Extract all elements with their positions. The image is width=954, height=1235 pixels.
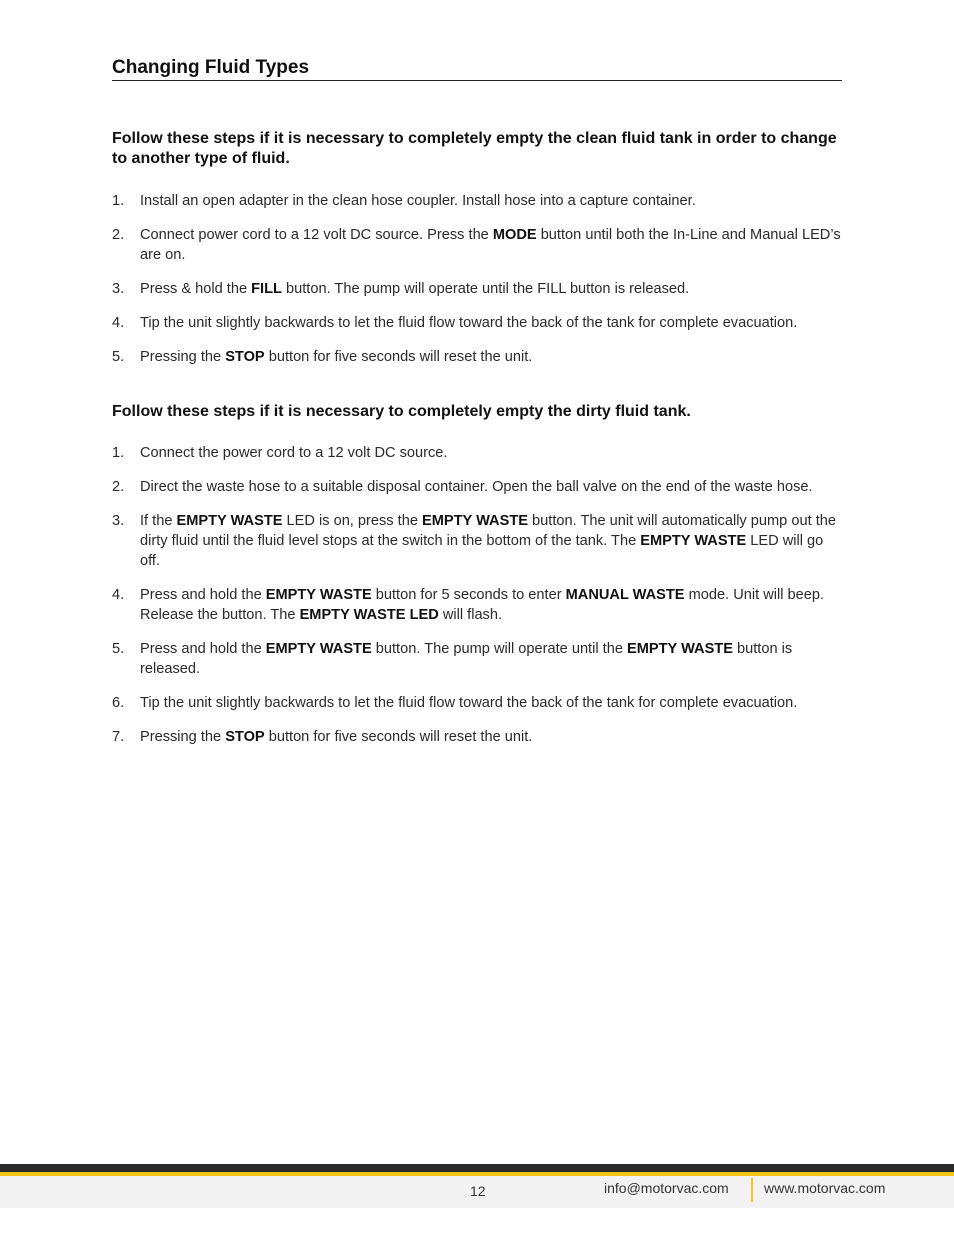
step-keyword: EMPTY WASTE [422,513,528,529]
step-number: 7. [112,729,125,745]
step-number: 3. [112,513,125,529]
step-text: button for 5 seconds to enter [371,587,566,603]
list-item [112,313,844,333]
step-text: button for five seconds will reset the unit. [264,349,533,365]
clean-tank-steps [112,191,844,381]
list-item [112,585,844,625]
step-text: Connect power cord to a 12 volt DC source. Press the [140,227,493,243]
step-keyword: MANUAL WASTE [565,587,685,603]
step-number: 4. [112,315,125,331]
footer-email-link[interactable]: info@motorvac.com [604,1180,729,1196]
step-number: 1. [112,445,125,461]
page-title: Changing Fluid Types [112,57,310,78]
step-keyword: EMPTY WASTE [176,513,283,529]
step-text: LED will go off. [140,533,824,569]
step-number: 2. [112,227,125,243]
step-keyword: EMPTY WASTE [265,587,372,603]
section-heading-dirty-tank: Follow these steps if it is necessary to completely empty the dirty fluid tank. [112,403,691,420]
list-item [112,639,844,679]
list-item [112,279,844,299]
step-number: 6. [112,695,125,711]
step-keyword: EMPTY WASTE [627,641,733,657]
step-keyword: EMPTY WASTE LED [299,607,439,623]
step-text: button for five seconds will reset the unit. [264,729,533,745]
step-number: 3. [112,281,125,297]
section-heading-clean-tank: Follow these steps if it is necessary to completely empty the clean fluid tank in order to change to another type of fluid. [112,130,837,167]
step-number: 5. [112,349,125,365]
step-text: button. The unit will automatically pump out the dirty fluid until the fluid level stops at the switch in the bottom of the tank. The [140,513,836,549]
step-text: button. The pump will operate until the [371,641,627,657]
step-text: mode. Unit will beep. Release the button. The [140,587,825,623]
footer-website-link[interactable]: www.motorvac.com [764,1180,886,1196]
step-text: Tip the unit slightly backwards to let the fluid flow toward the back of the tank for complete evacuation. [140,315,798,331]
step-number: 4. [112,587,125,603]
step-text: If the [140,513,177,529]
step-text: button is released. [140,641,793,677]
list-item [112,693,844,713]
step-number: 5. [112,641,125,657]
footer-divider [751,1178,753,1202]
page-number: 12 [470,1183,486,1199]
list-item [112,347,844,367]
step-keyword: STOP [225,349,265,365]
list-item [112,225,844,265]
step-text: Press & hold the [140,281,252,297]
step-text: Press and hold the [140,587,266,603]
step-text: Connect the power cord to a 12 volt DC source. [140,445,448,461]
list-item [112,727,844,747]
step-text: Direct the waste hose to a suitable disposal container. Open the ball valve on the end of the waste hose. [140,479,813,495]
step-text: button. The pump will operate until the FILL button is released. [281,281,690,297]
step-keyword: STOP [225,729,265,745]
step-text: Tip the unit slightly backwards to let the fluid flow toward the back of the tank for complete evacuation. [140,695,798,711]
footer-dark-band [0,1164,954,1172]
step-text: Press and hold the [140,641,266,657]
step-text: button until both the In-Line and Manual LED’s are on. [140,227,841,263]
list-item [112,477,844,497]
step-keyword: EMPTY WASTE [265,641,372,657]
list-item [112,191,844,211]
step-number: 1. [112,193,125,209]
list-item [112,511,844,571]
step-text: will flash. [438,607,503,623]
step-text: Pressing the [140,349,226,365]
step-keyword: EMPTY WASTE [640,533,747,549]
step-keyword: FILL [251,281,282,297]
title-underline [112,80,842,81]
step-keyword: MODE [492,227,537,243]
list-item [112,443,844,463]
dirty-tank-steps [112,443,844,761]
step-text: Pressing the [140,729,226,745]
step-number: 2. [112,479,125,495]
step-text: Install an open adapter in the clean hose coupler. Install hose into a capture container. [140,193,696,209]
step-text: LED is on, press the [282,513,423,529]
